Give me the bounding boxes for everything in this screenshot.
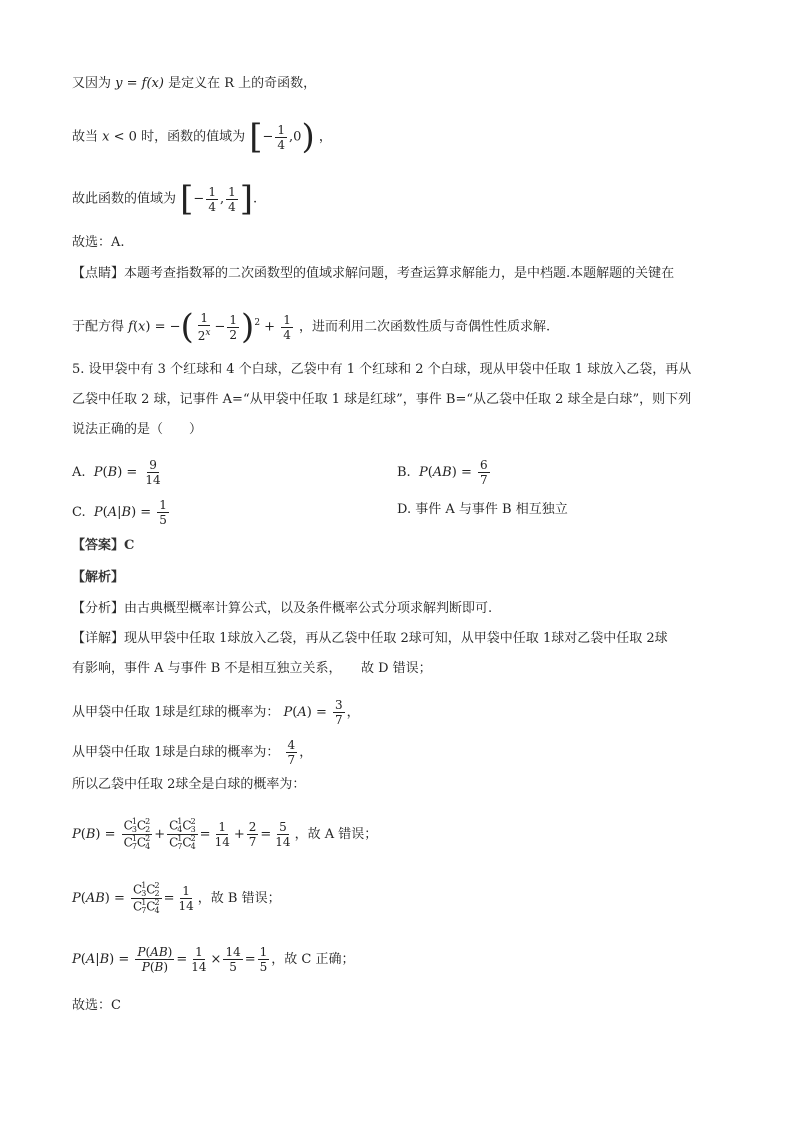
calc-pagb: P(A|B) = $\frac{P(AB)}{P(B)}$ = $\frac{1}{14}$ × $\frac{14}{5}$ = $\frac{1}{5}$ ，故 C 正确； (72, 945, 355, 974)
analysis-heading: 【解析】 (72, 570, 125, 585)
prob-a: 从甲袋中任取 1球是红球的概率为： P(A) = $\frac{3}{7}$ ， (72, 698, 360, 727)
calc-pb: P(B) = C 1 3 C 2 2 C 1 7 C 2 4 + C 1 4 C 2 3 C 1 7 C 2 4 = $\frac{1}{14}$ + $\frac{2}{7}$ = $\frac{5}{14}$ ，故 A 错误； (72, 817, 378, 851)
text: 故此函数的值域为 (72, 191, 177, 207)
line-2: 故当 x < 0 时，函数的值域为 [− $\frac{1}{4}$ ,0) ， (72, 117, 332, 157)
answer: 【答案】C (72, 538, 135, 553)
option-b: B. P(AB) = $\frac{6}{7}$ (397, 458, 488, 487)
calc-pab: P(AB) = C 1 3 C 2 2 C 1 7 C 2 4 = $\frac{1}{14}$ ，故 B 错误； (72, 881, 281, 915)
text: 时，函数的值域为 (141, 129, 246, 145)
text: 故当 (72, 129, 99, 145)
line-6: 于配方得 f(x) = −( $\frac{1}{2^x}$ − $\frac{1}{2}$ )$^2$ + $\frac{1}{4}$ ，进而利用二次函数性质与奇偶性性质求解. (72, 307, 551, 347)
question-5-line-1: 5. 设甲袋中有 3 个红球和 4 个白球，乙袋中有 1 个红球和 2 个白球，现从甲袋中任取 1 球放入乙袋，再从 (72, 362, 692, 377)
option-d: D. 事件 A 与事件 B 相互独立 (397, 502, 568, 517)
math-y-eq-fx: y = f(x) (115, 76, 164, 91)
final-answer: 故选：C (72, 998, 121, 1013)
fraction: $\frac{1}{4}$ (277, 122, 286, 152)
line-1 (72, 74, 316, 94)
question-5-line-2: 乙袋中任取 2 球，记事件 A=“从甲袋中任取 1 球是红球”，事件 B=“从乙袋中任取 2 球全是白球”，则下列 (72, 392, 692, 407)
prob-b-intro: 所以乙袋中任取 2球全是白球的概率为： (72, 777, 306, 792)
fenxi: 【分析】由古典概型概率计算公式，以及条件概率公式分项求解判断即可. (72, 601, 493, 616)
text: 是定义在 R 上的奇函数， (168, 76, 317, 91)
text: ， (318, 129, 332, 145)
text: 又因为 (72, 76, 112, 91)
line-4: 故选：A. (72, 235, 125, 250)
option-a: A. P(B) = $\frac{9}{14}$ (72, 458, 161, 487)
xiangjie-1: 【详解】现从甲袋中任取 1球放入乙袋，再从乙袋中任取 2球可知，从甲袋中任取 1球对乙袋中任取 2球 (72, 631, 668, 646)
question-5-line-3: 说法正确的是（ ） (72, 422, 203, 437)
line-3: 故此函数的值域为 [− $\frac{1}{4}$ , $\frac{1}{4}$ ]. (72, 179, 258, 219)
xiangjie-2: 有影响，事件 A 与事件 B 不是相互独立关系， 故 D 错误； (72, 661, 432, 676)
math-x-lt-0: x (102, 129, 110, 145)
prob-white: 从甲袋中任取 1球是白球的概率为： $\frac{4}{7}$ ， (72, 738, 313, 767)
line-5: 【点睛】本题考查指数幂的二次函数型的值域求解问题，考查运算求解能力，是中档题.本题解题的关键在 (72, 266, 675, 281)
option-c: C. P(A|B) = $\frac{1}{5}$ (72, 498, 167, 527)
